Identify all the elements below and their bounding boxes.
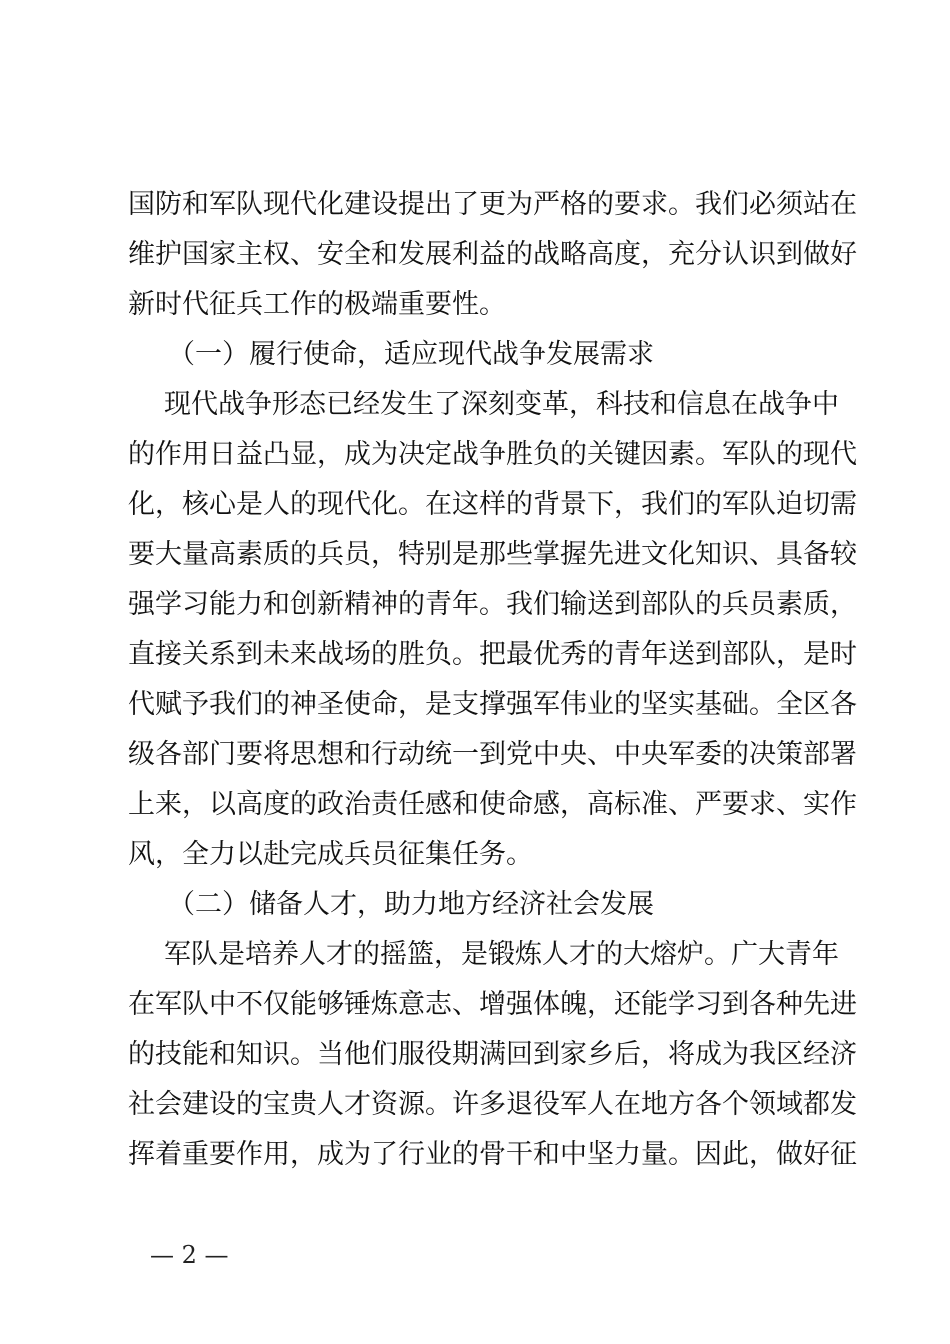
text-line: 代赋予我们的神圣使命，是支撑强军伟业的坚实基础。全区各 [128, 689, 857, 720]
paragraph [128, 180, 857, 330]
text-line: 要大量高素质的兵员，特别是那些掌握先进文化知识、具备较 [128, 539, 857, 570]
paragraph [128, 380, 857, 880]
page-number: — 2 — [150, 1241, 229, 1269]
text-line: 直接关系到未来战场的胜负。把最优秀的青年送到部队，是时 [128, 639, 857, 670]
text-line: 新时代征兵工作的极端重要性。 [128, 289, 506, 320]
section-heading [128, 880, 833, 930]
text-line: 社会建设的宝贵人才资源。许多退役军人在地方各个领域都发 [128, 1089, 857, 1120]
text-line: 在军队中不仅能够锤炼意志、增强体魄，还能学习到各种先进 [128, 989, 857, 1020]
text-line: 挥着重要作用，成为了行业的骨干和中坚力量。因此，做好征 [128, 1139, 857, 1170]
text-line: 化，核心是人的现代化。在这样的背景下，我们的军队迫切需 [128, 489, 857, 520]
text-line: （二）储备人才，助力地方经济社会发展 [168, 889, 654, 920]
document-body [128, 180, 857, 1180]
text-line: 军队是培养人才的摇篮，是锻炼人才的大熔炉。广大青年 [164, 939, 839, 970]
text-line: 的技能和知识。当他们服役期满回到家乡后，将成为我区经济 [128, 1039, 857, 1070]
paragraph [128, 930, 857, 1180]
section-heading [128, 330, 833, 380]
text-line: 现代战争形态已经发生了深刻变革，科技和信息在战争中 [164, 389, 839, 420]
text-line: 上来，以高度的政治责任感和使命感，高标准、严要求、实作 [128, 789, 857, 820]
text-line: 国防和军队现代化建设提出了更为严格的要求。我们必须站在 [128, 189, 857, 220]
text-line: 的作用日益凸显，成为决定战争胜负的关键因素。军队的现代 [128, 439, 857, 470]
text-line: 维护国家主权、安全和发展利益的战略高度，充分认识到做好 [128, 239, 857, 270]
text-line: （一）履行使命，适应现代战争发展需求 [168, 339, 654, 370]
text-line: 风，全力以赴完成兵员征集任务。 [128, 839, 533, 870]
text-line: 级各部门要将思想和行动统一到党中央、中央军委的决策部署 [128, 739, 857, 770]
text-line: 强学习能力和创新精神的青年。我们输送到部队的兵员素质， [128, 589, 857, 620]
